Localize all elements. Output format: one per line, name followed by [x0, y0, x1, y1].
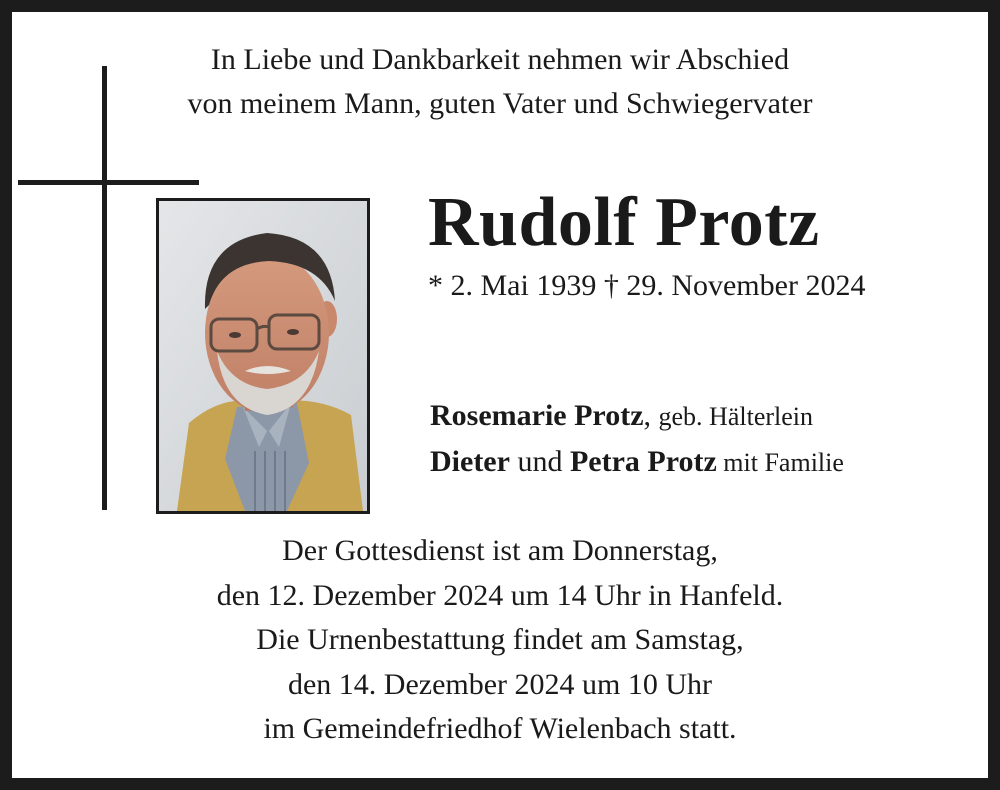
deceased-name: Rudolf Protz	[428, 184, 820, 261]
mourner-birth-name: geb. Hälterlein	[658, 402, 814, 431]
portrait-photo	[156, 198, 370, 514]
mourner-line-2	[430, 439, 844, 485]
service-line-2: den 12. Dezember 2024 um 14 Uhr in Hanfeld.	[216, 578, 784, 612]
service-line-4: den 14. Dezember 2024 um 10 Uhr	[287, 667, 713, 701]
life-dates: * 2. Mai 1939 † 29. November 2024	[428, 269, 866, 302]
mourners-block	[430, 393, 844, 485]
mourner-separator: ,	[643, 399, 659, 432]
intro-text	[0, 38, 1000, 126]
mourner-name-dieter: Dieter	[430, 445, 510, 478]
service-line-3: Die Urnenbestattung findet am Samstag,	[256, 623, 744, 656]
cross-vertical-bar	[102, 66, 107, 510]
intro-line-1: In Liebe und Dankbarkeit nehmen wir Abschied	[210, 43, 790, 76]
mourner-family-note: mit Familie	[716, 448, 844, 477]
service-info	[0, 529, 1000, 752]
service-line-5: im Gemeindefriedhof Wielenbach statt.	[263, 712, 737, 745]
mourner-name-petra: Petra Protz	[569, 445, 717, 478]
cross-horizontal-bar	[18, 180, 199, 185]
intro-line-2: von meinem Mann, guten Vater und Schwiegervater	[187, 87, 813, 120]
service-line-1: Der Gottesdienst ist am Donnerstag,	[282, 534, 718, 567]
mourner-name-rosemarie: Rosemarie Protz	[430, 399, 644, 432]
mourner-conjunction: und	[509, 445, 570, 478]
mourner-line-1	[430, 393, 844, 439]
